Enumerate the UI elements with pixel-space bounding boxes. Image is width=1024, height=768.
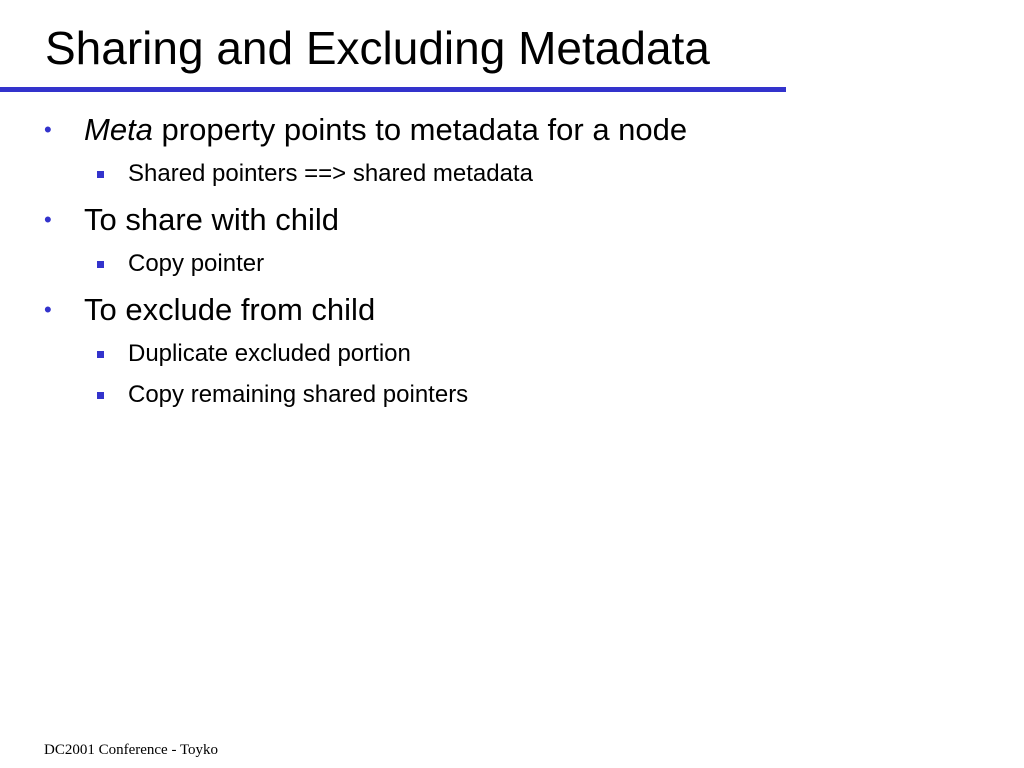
bullet-emphasis: Meta	[84, 112, 153, 147]
bullet-item	[44, 290, 376, 330]
slide-title: Sharing and Excluding Metadata	[45, 22, 710, 74]
sub-bullet-text: Copy remaining shared pointers	[128, 381, 469, 408]
sub-bullet-text: Shared pointers ==> shared metadata	[128, 160, 533, 187]
square-bullet-icon	[97, 171, 104, 178]
title-underline	[0, 87, 786, 92]
bullet-dot-icon: •	[44, 207, 52, 232]
bullet-item	[44, 200, 340, 240]
sub-bullet-text: Duplicate excluded portion	[128, 340, 411, 367]
square-bullet-icon	[97, 351, 104, 358]
bullet-text: To exclude from child	[84, 292, 376, 327]
square-bullet-icon	[97, 261, 104, 268]
sub-bullet-item	[128, 248, 264, 280]
bullet-dot-icon: •	[44, 117, 52, 142]
sub-bullet-text: Copy pointer	[128, 250, 265, 277]
sub-bullet-item	[128, 158, 533, 190]
bullet-text: To share with child	[84, 202, 340, 237]
square-bullet-icon	[97, 392, 104, 399]
bullet-text: property points to metadata for a node	[152, 112, 688, 147]
bullet-dot-icon: •	[44, 297, 52, 322]
sub-bullet-item	[128, 338, 411, 370]
sub-bullet-item	[128, 379, 468, 411]
bullet-item	[44, 110, 688, 150]
slide-footer: DC2001 Conference - Toyko	[44, 742, 219, 758]
